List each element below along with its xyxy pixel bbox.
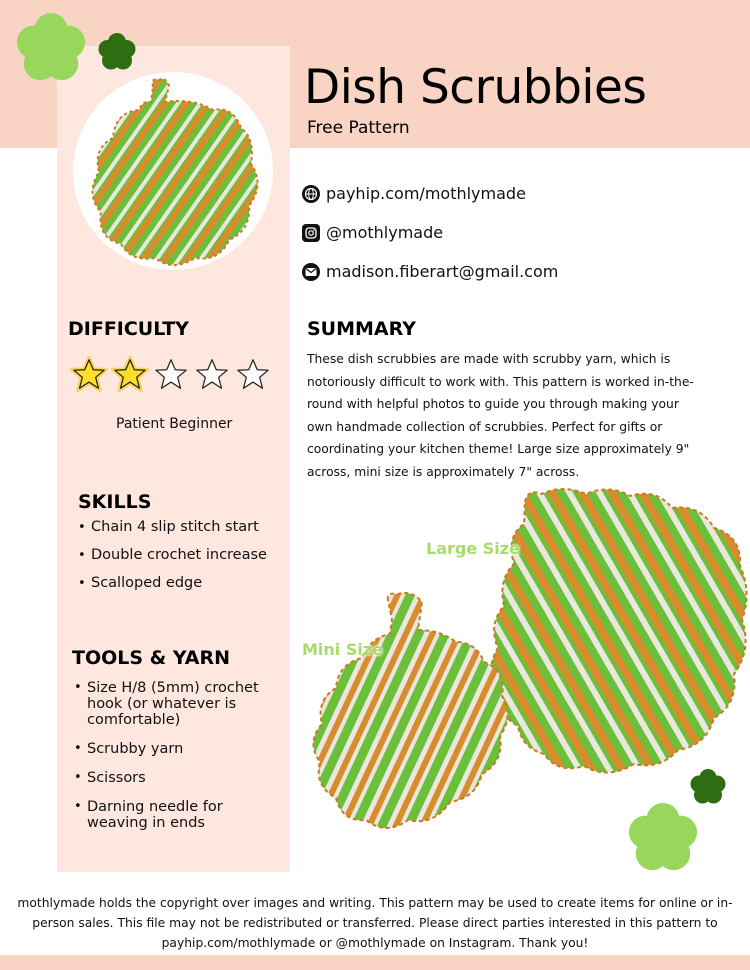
list-item: • Scrubby yarn xyxy=(72,741,284,757)
scrubbies-photo xyxy=(300,480,750,870)
contact-instagram-text[interactable]: @mothlymade xyxy=(326,223,444,242)
scrubbies-photo-image xyxy=(300,480,750,870)
list-item: • Size H/8 (5mm) crochet hook (or whatever is comfortable) xyxy=(72,680,284,728)
star-empty-icon xyxy=(152,354,190,394)
contact-website-text[interactable]: payhip.com/mothlymade xyxy=(326,184,526,203)
difficulty-rating xyxy=(70,354,272,394)
page-subtitle: Free Pattern xyxy=(307,118,410,138)
instagram-icon xyxy=(302,224,320,242)
contact-website[interactable] xyxy=(302,184,526,203)
large-size-label: Large Size xyxy=(426,539,520,558)
difficulty-heading: DIFFICULTY xyxy=(68,318,189,340)
list-item: • Double crochet increase xyxy=(76,546,286,565)
list-item: • Darning needle for weaving in ends xyxy=(72,799,284,831)
mail-icon xyxy=(302,263,320,281)
list-item: • Scissors xyxy=(72,770,284,786)
footer-band xyxy=(0,955,750,970)
difficulty-level: Patient Beginner xyxy=(116,416,233,432)
star-empty-icon xyxy=(234,354,272,394)
mini-size-label: Mini Size xyxy=(302,640,384,659)
globe-icon xyxy=(302,185,320,203)
summary-text: These dish scrubbies are made with scrubby yarn, which is notoriously difficult to work with. This pattern is worked in-the-round with helpful photos to guide you through making your own handmade collection of scrubbies. Perfect for gifts or coordinating your kitchen theme! Large size approximately 9" across, mini size is approximately 7" across. xyxy=(307,352,694,479)
tools-heading: TOOLS & YARN xyxy=(72,647,231,669)
star-filled-icon xyxy=(70,354,108,394)
summary-heading: SUMMARY xyxy=(307,318,416,340)
tools-list xyxy=(72,680,284,844)
star-filled-icon xyxy=(111,354,149,394)
list-item: • Scalloped edge xyxy=(76,574,286,593)
scrubby-photo-circle xyxy=(73,72,273,270)
skills-list xyxy=(76,518,286,602)
star-empty-icon xyxy=(193,354,231,394)
flower-decoration-small-top-icon xyxy=(96,33,138,71)
flower-decoration-large-top-icon xyxy=(12,12,90,84)
page-title: Dish Scrubbies xyxy=(304,60,647,115)
list-item: • Chain 4 slip stitch start xyxy=(76,518,286,537)
copyright-footer: mothlymade holds the copyright over images and writing. This pattern may be used to create items for online or in-person sales. This file may not be redistributed or transferred. Please direct parties interested in this pattern to payhip.com/mothlymade or @mothlymade on Instagram. Thank you! xyxy=(17,896,733,950)
contact-email-text[interactable]: madison.fiberart@gmail.com xyxy=(326,262,559,281)
contact-instagram[interactable] xyxy=(302,223,443,242)
contact-email[interactable] xyxy=(302,262,558,281)
scrubby-photo-image xyxy=(73,72,273,270)
skills-heading: SKILLS xyxy=(78,491,152,513)
